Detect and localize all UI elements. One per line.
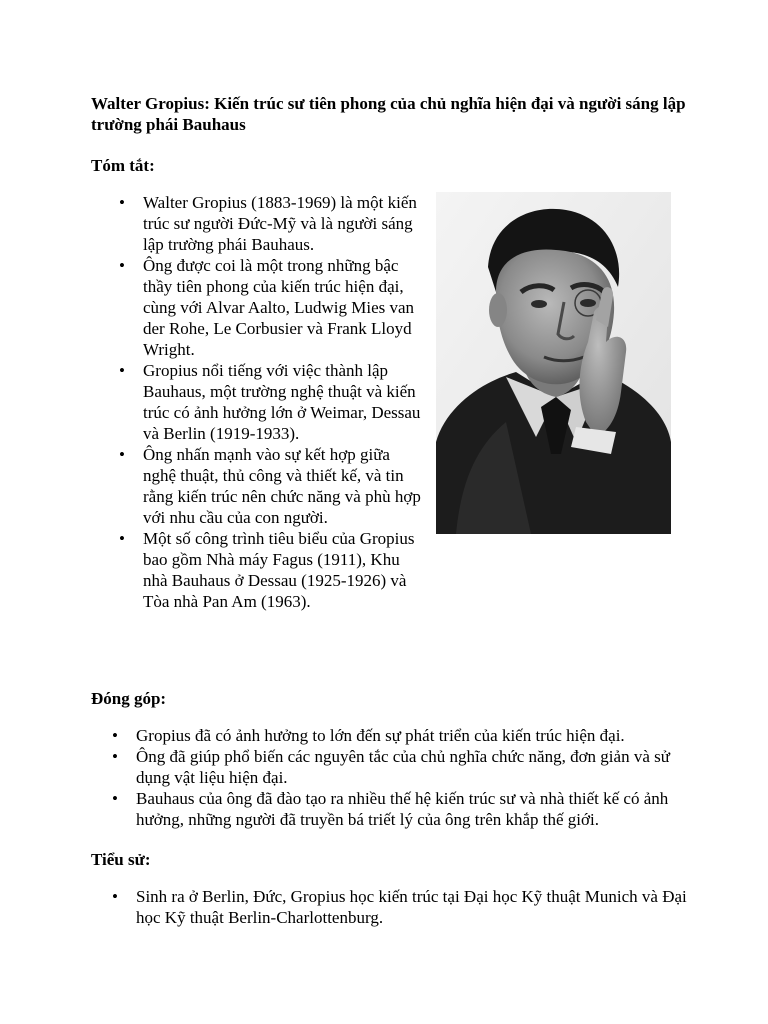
biography-heading: Tiểu sử: xyxy=(91,850,151,869)
summary-list xyxy=(119,192,425,612)
bullet-icon: • xyxy=(119,361,125,380)
portrait-photo xyxy=(436,192,671,534)
list-item-text: Ông nhấn mạnh vào sự kết hợp giữa nghệ thuật, thủ công và thiết kế, và tin rằng kiến trúc nên chức năng và phù hợp với nhu cầu của con người. xyxy=(143,445,421,527)
bullet-icon: • xyxy=(119,256,125,275)
list-item xyxy=(119,192,425,255)
bullet-icon: • xyxy=(119,445,125,464)
contributions-list xyxy=(112,725,696,830)
list-item xyxy=(112,788,696,830)
list-item-text: Một số công trình tiêu biểu của Gropius bao gồm Nhà máy Fagus (1911), Khu nhà Bauhaus ở Dessau (1925-1926) và Tòa nhà Pan Am (1963). xyxy=(143,529,415,611)
list-item xyxy=(119,444,425,528)
bullet-icon: • xyxy=(112,789,118,808)
list-item-text: Walter Gropius (1883-1969) là một kiến trúc sư người Đức-Mỹ và là người sáng lập trường phái Bauhaus. xyxy=(143,193,417,254)
list-item xyxy=(112,725,696,746)
list-item-text: Sinh ra ở Berlin, Đức, Gropius học kiến trúc tại Đại học Kỹ thuật Munich và Đại học Kỹ thuật Berlin-Charlottenburg. xyxy=(136,887,687,927)
list-item-text: Gropius nổi tiếng với việc thành lập Bauhaus, một trường nghệ thuật và kiến trúc có ảnh hưởng lớn ở Weimar, Dessau và Berlin (1919-1933). xyxy=(143,361,421,443)
bullet-icon: • xyxy=(119,529,125,548)
bullet-icon: • xyxy=(112,726,118,745)
bullet-icon: • xyxy=(112,887,118,906)
list-item xyxy=(119,255,425,360)
list-item-text: Bauhaus của ông đã đào tạo ra nhiều thế hệ kiến trúc sư và nhà thiết kế có ảnh hưởng, những người đã truyền bá triết lý của ông trên khắp thế giới. xyxy=(136,789,669,829)
list-item xyxy=(112,746,696,788)
list-item xyxy=(119,360,425,444)
list-item xyxy=(112,886,696,928)
summary-heading: Tóm tắt: xyxy=(91,156,155,175)
document-title: Walter Gropius: Kiến trúc sư tiên phong của chủ nghĩa hiện đại và người sáng lập trường phái Bauhaus xyxy=(91,94,686,134)
bullet-icon: • xyxy=(119,193,125,212)
list-item-text: Gropius đã có ảnh hưởng to lớn đến sự phát triển của kiến trúc hiện đại. xyxy=(136,726,625,745)
list-item-text: Ông được coi là một trong những bậc thầy tiên phong của kiến trúc hiện đại, cùng với Alvar Aalto, Ludwig Mies van der Rohe, Le Corbusier và Frank Lloyd Wright. xyxy=(143,256,415,359)
contributions-heading: Đóng góp: xyxy=(91,689,167,708)
biography-list xyxy=(112,886,696,928)
list-item-text: Ông đã giúp phổ biến các nguyên tắc của chủ nghĩa chức năng, đơn giản và sử dụng vật liệu hiện đại. xyxy=(136,747,670,787)
list-item xyxy=(119,528,425,612)
bullet-icon: • xyxy=(112,747,118,766)
